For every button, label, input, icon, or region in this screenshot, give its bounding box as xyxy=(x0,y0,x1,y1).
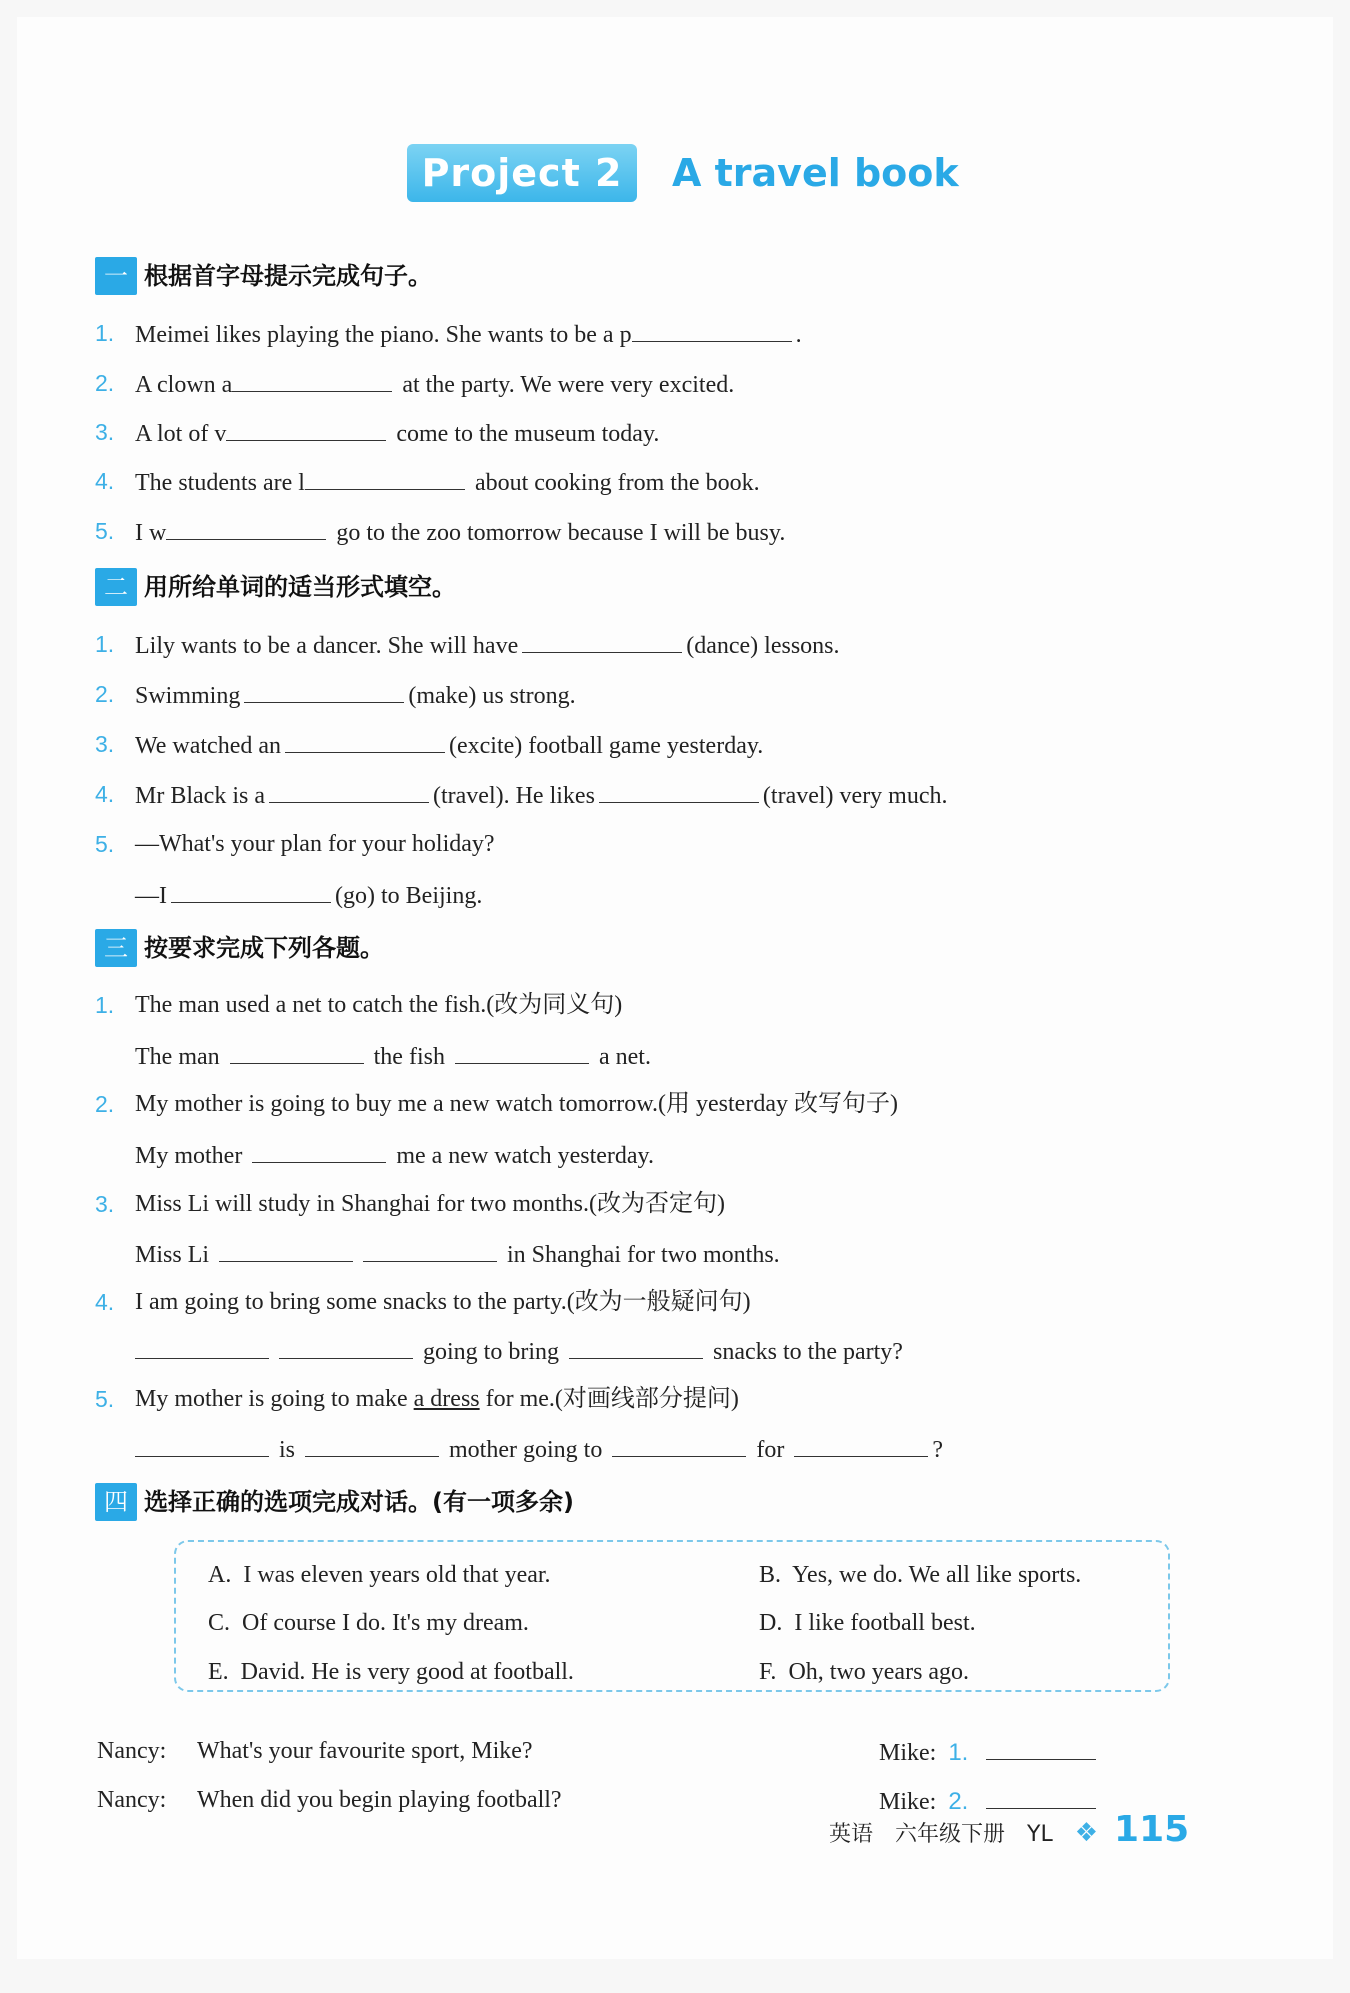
answer-blank[interactable] xyxy=(986,1733,1096,1760)
answer-blank[interactable] xyxy=(305,463,465,490)
question-number: 5. xyxy=(95,518,115,544)
question-text-end: (excite) football game yesterday. xyxy=(449,733,764,759)
answer-blank[interactable] xyxy=(244,676,404,703)
question-text: The man used a net to catch the fish.(改为同义句) xyxy=(135,992,623,1018)
question-number: 2. xyxy=(95,681,115,707)
footer-grade: 六年级下册 xyxy=(895,1822,1006,1847)
question-text-end: for me.(对画线部分提问) xyxy=(485,1386,739,1412)
answer-text: Miss Li xyxy=(135,1242,210,1268)
option-key: E. xyxy=(208,1659,229,1685)
answer-blank[interactable] xyxy=(305,1430,439,1457)
answer-text: the fish xyxy=(373,1044,445,1070)
option-a xyxy=(208,1557,551,1593)
answer-text: The man xyxy=(135,1044,220,1070)
answer-text: for xyxy=(756,1437,785,1463)
page-header xyxy=(389,144,1009,204)
answer-text: a net. xyxy=(598,1044,651,1070)
question-number: 4. xyxy=(95,781,115,807)
answer-blank[interactable] xyxy=(135,1332,269,1359)
answer-text: in Shanghai for two months. xyxy=(507,1242,780,1268)
question-text-end: (dance) lessons. xyxy=(686,633,840,659)
answer-text: going to bring xyxy=(423,1339,559,1365)
question-number: 4. xyxy=(95,468,115,494)
answer-blank[interactable] xyxy=(285,726,445,753)
page-footer xyxy=(829,1805,1211,1855)
question-text: My mother is going to buy me a new watch tomorrow.(用 yesterday 改写句子) xyxy=(135,1091,898,1117)
answer-blank[interactable] xyxy=(230,1037,364,1064)
question-text: A lot of v xyxy=(135,421,227,447)
question-text-mid: (travel). He likes xyxy=(432,783,595,809)
question-text: Swimming xyxy=(135,683,241,709)
option-text: Yes, we do. We all like sports. xyxy=(792,1562,1082,1588)
page-number: 115 xyxy=(1114,1809,1190,1850)
question-number: 4. xyxy=(95,1289,115,1315)
question-number: 2. xyxy=(948,1788,969,1815)
section-title: 用所给单词的适当形式填空。 xyxy=(144,573,456,601)
question-text: Meimei likes playing the piano. She wants to be a p xyxy=(135,322,632,348)
answer-blank[interactable] xyxy=(363,1235,497,1262)
question-text-end: go to the zoo tomorrow because I will be busy. xyxy=(336,520,786,546)
option-key: B. xyxy=(759,1562,782,1588)
answer-blank[interactable] xyxy=(569,1332,703,1359)
question-number: 1. xyxy=(95,631,115,657)
question-number: 3. xyxy=(95,731,115,757)
speaker: Nancy: xyxy=(97,1738,167,1764)
project-badge: Project 2 xyxy=(407,144,637,202)
question-text: Mr Black is a xyxy=(135,783,265,809)
question-text-end: about cooking from the book. xyxy=(474,470,760,496)
section-title: 按要求完成下列各题。 xyxy=(144,934,384,962)
answer-blank[interactable] xyxy=(522,626,682,653)
question-number: 5. xyxy=(95,831,115,857)
question-text-end: . xyxy=(795,322,802,348)
question-number: 1. xyxy=(95,992,115,1018)
dialogue-line-2 xyxy=(97,1782,562,1818)
option-key: F. xyxy=(759,1659,777,1685)
question-text-end: (travel) very much. xyxy=(762,783,948,809)
underlined-phrase: a dress xyxy=(413,1386,480,1412)
option-f xyxy=(759,1654,969,1690)
dialogue-line-1 xyxy=(97,1733,533,1769)
answer-blank[interactable] xyxy=(135,1430,269,1457)
answer-blank[interactable] xyxy=(252,1136,386,1163)
question-text: I w xyxy=(135,520,167,546)
section-badge: 四 xyxy=(95,1483,137,1521)
answer-text: is xyxy=(279,1437,296,1463)
option-text: David. He is very good at football. xyxy=(240,1659,574,1685)
answer-blank[interactable] xyxy=(232,365,392,392)
question-text: I am going to bring some snacks to the party.(改为一般疑问句) xyxy=(135,1289,751,1315)
dialogue-text: When did you begin playing football? xyxy=(197,1787,562,1813)
option-key: C. xyxy=(208,1610,231,1636)
answer-blank[interactable] xyxy=(226,414,386,441)
option-key: D. xyxy=(759,1610,783,1636)
page-title: A travel book xyxy=(672,151,959,195)
section-badge: 三 xyxy=(95,929,137,967)
question-number: 3. xyxy=(95,419,115,445)
section-title: 选择正确的选项完成对话。(有一项多余) xyxy=(144,1488,574,1516)
speaker: Nancy: xyxy=(97,1787,167,1813)
question-text: My mother is going to make xyxy=(135,1386,408,1412)
option-e xyxy=(208,1654,574,1690)
answer-text: me a new watch yesterday. xyxy=(396,1143,654,1169)
answer-blank[interactable] xyxy=(269,776,429,803)
question-text-end: (make) us strong. xyxy=(408,683,576,709)
option-key: A. xyxy=(208,1562,232,1588)
option-text: Of course I do. It's my dream. xyxy=(242,1610,529,1636)
question-number: 1. xyxy=(948,1739,969,1766)
speaker: Mike: xyxy=(879,1789,937,1815)
speaker: Mike: xyxy=(879,1740,937,1766)
question-text: Miss Li will study in Shanghai for two months.(改为否定句) xyxy=(135,1191,725,1217)
question-text-end: at the party. We were very excited. xyxy=(402,372,735,398)
workbook-page xyxy=(17,17,1333,1959)
options-box xyxy=(174,1540,1170,1692)
answer-blank[interactable] xyxy=(794,1430,928,1457)
question-text-end: come to the museum today. xyxy=(396,421,660,447)
footer-edition: YL xyxy=(1027,1822,1053,1847)
dialogue-reply-1 xyxy=(879,1733,1100,1771)
option-b xyxy=(759,1557,1081,1593)
answer-blank[interactable] xyxy=(632,315,792,342)
question-number: 5. xyxy=(95,1386,115,1412)
answer-text: mother going to xyxy=(449,1437,603,1463)
option-text: Oh, two years ago. xyxy=(788,1659,970,1685)
question-text: The students are l xyxy=(135,470,305,496)
answer-text: ? xyxy=(932,1437,943,1463)
section-badge: 二 xyxy=(95,568,137,606)
section-title: 根据首字母提示完成句子。 xyxy=(144,262,432,290)
question-number: 2. xyxy=(95,1091,115,1117)
question-text: A clown a xyxy=(135,372,233,398)
question-text: —I xyxy=(135,883,167,909)
answer-blank[interactable] xyxy=(219,1235,353,1262)
diamond-icon: ❖ xyxy=(1074,1818,1099,1848)
answer-blank[interactable] xyxy=(455,1037,589,1064)
question-text: Lily wants to be a dancer. She will have xyxy=(135,633,519,659)
question-number: 3. xyxy=(95,1191,115,1217)
footer-subject: 英语 xyxy=(829,1822,874,1847)
option-c xyxy=(208,1605,529,1641)
answer-text: My mother xyxy=(135,1143,243,1169)
option-d xyxy=(759,1605,976,1641)
question-text-end: (go) to Beijing. xyxy=(335,883,483,909)
answer-text: snacks to the party? xyxy=(713,1339,903,1365)
question-text: We watched an xyxy=(135,733,281,759)
section-badge: 一 xyxy=(95,257,137,295)
answer-blank[interactable] xyxy=(171,876,331,903)
dialogue-text: What's your favourite sport, Mike? xyxy=(197,1738,533,1764)
question-number: 2. xyxy=(95,370,115,396)
option-text: I was eleven years old that year. xyxy=(243,1562,551,1588)
answer-blank[interactable] xyxy=(599,776,759,803)
answer-blank[interactable] xyxy=(612,1430,746,1457)
question-text: —What's your plan for your holiday? xyxy=(135,831,495,857)
answer-blank[interactable] xyxy=(279,1332,413,1359)
question-number: 1. xyxy=(95,320,115,346)
answer-blank[interactable] xyxy=(166,513,326,540)
option-text: I like football best. xyxy=(794,1610,976,1636)
